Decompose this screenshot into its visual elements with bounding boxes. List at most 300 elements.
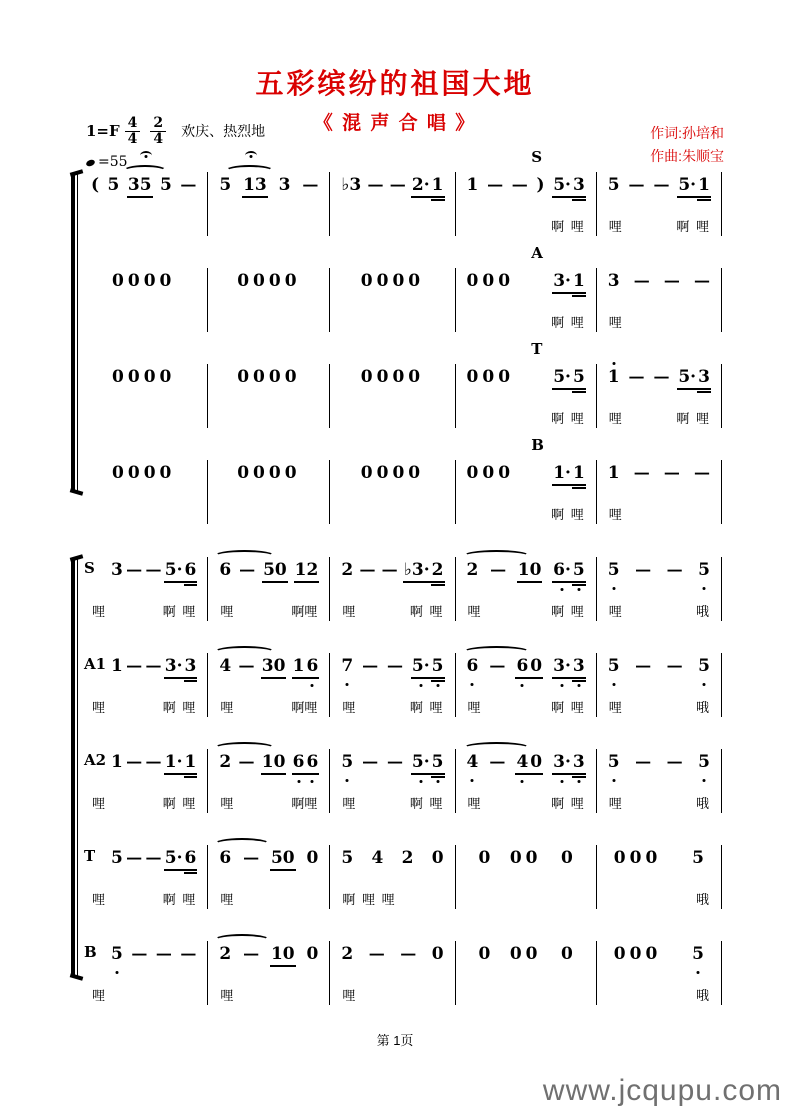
note-group	[633, 272, 651, 290]
lyrics-line	[208, 793, 329, 812]
note-group	[110, 945, 124, 964]
note-group	[340, 753, 354, 772]
measure	[330, 364, 455, 428]
note-group	[666, 753, 684, 771]
measure	[456, 653, 597, 717]
note-group	[466, 464, 516, 483]
note: 5	[572, 561, 586, 583]
note-group	[607, 176, 621, 195]
notes-line	[330, 460, 454, 492]
note: ♭3	[341, 175, 362, 195]
lyrics-line	[330, 889, 454, 908]
lyrics-line	[597, 408, 721, 427]
rest-note: 0	[431, 848, 444, 868]
lyric-syllable: 啊 哩	[676, 411, 709, 426]
note: 1·	[552, 464, 572, 486]
duration-dash: —	[387, 656, 404, 675]
note: 1	[292, 657, 306, 679]
duration-dash: —	[362, 656, 379, 675]
rest-note: 0	[431, 944, 444, 964]
note-group	[236, 464, 301, 483]
notes-line	[597, 557, 721, 589]
note-group	[478, 945, 492, 964]
duration-dash: —	[666, 752, 683, 771]
lyricist-credit: 作词:孙培和	[650, 125, 724, 141]
duration-dash: —	[663, 271, 680, 290]
rest-note: 0	[529, 753, 543, 775]
rest-note: 0000	[360, 367, 425, 387]
lyrics-line	[597, 504, 721, 523]
measure	[330, 653, 455, 717]
octave-dot-below	[561, 780, 564, 783]
lyric-syllable: 啊 哩	[162, 796, 196, 811]
note-group	[607, 753, 621, 772]
note-group	[144, 849, 162, 867]
measure	[330, 268, 455, 332]
duration-dash: —	[489, 656, 506, 675]
double-underline	[431, 584, 445, 586]
note-group	[488, 753, 506, 771]
duration-dash: —	[635, 656, 652, 675]
duration-dash: —	[693, 271, 710, 290]
note: 3·	[552, 753, 572, 775]
duration-dash: —	[635, 560, 652, 579]
duration-dash: —	[628, 175, 645, 194]
note-group	[218, 176, 232, 195]
note: 1	[607, 463, 620, 483]
lyric-syllable: 哩	[608, 796, 622, 811]
note: 2	[341, 944, 354, 964]
note-group	[358, 561, 376, 579]
note-group	[144, 753, 162, 771]
note-group	[292, 753, 320, 775]
lyric-syllable: 哩	[608, 700, 622, 715]
lyrics-line	[80, 697, 207, 716]
octave-dot-below	[346, 683, 349, 686]
voice-mark: S	[531, 148, 543, 166]
lyric-syllable: 啊 哩	[162, 700, 196, 715]
lyrics-line	[597, 312, 721, 331]
lyric-syllable: 哩	[608, 604, 622, 619]
note-group	[270, 849, 296, 871]
measure	[208, 749, 330, 813]
score-subtitle: 《 混 声 合 唱 》	[313, 113, 477, 134]
note: 5·	[677, 368, 697, 390]
octave-dot-below	[612, 779, 615, 782]
note: 3·	[552, 657, 572, 679]
notes-line	[456, 845, 596, 877]
lyrics-line	[330, 793, 454, 812]
fermata-icon	[245, 151, 257, 160]
note-group	[125, 561, 143, 579]
notes-line	[456, 172, 596, 204]
note: 1·	[164, 753, 184, 775]
note-group	[628, 368, 646, 386]
octave-dot-below	[612, 587, 615, 590]
duration-dash: —	[359, 560, 376, 579]
lyric-syllable: 哩	[608, 507, 622, 522]
note-group	[111, 272, 176, 291]
note-group	[634, 561, 652, 579]
duration-dash: —	[653, 175, 670, 194]
octave-dot-below	[703, 683, 706, 686]
duration-dash: —	[145, 848, 162, 867]
lyrics-line	[456, 793, 596, 812]
duration-dash: —	[145, 752, 162, 771]
voice-mark: T	[531, 340, 543, 358]
note: 5	[111, 848, 123, 868]
double-underline	[697, 199, 711, 201]
measure	[330, 557, 455, 621]
notes-line	[330, 749, 454, 781]
double-underline	[184, 872, 198, 874]
note: 30	[261, 657, 287, 679]
note-group	[361, 753, 379, 771]
note-group	[360, 464, 425, 483]
notes-line	[80, 172, 207, 204]
note-group	[155, 945, 173, 963]
note-group	[607, 464, 621, 483]
duration-dash: —	[381, 560, 398, 579]
note: 1	[572, 272, 586, 294]
rest-note: 0	[478, 848, 491, 868]
note-group	[666, 561, 684, 579]
note: 35	[127, 176, 153, 198]
note-group	[693, 464, 711, 482]
note: 1	[111, 752, 123, 772]
note-group	[677, 176, 711, 198]
notes-line	[208, 172, 329, 204]
note-group	[613, 945, 663, 964]
note-group	[125, 753, 143, 771]
note: 1	[572, 464, 586, 486]
octave-dot-below	[561, 588, 564, 591]
notes-line	[456, 268, 596, 300]
rest-note: 0000	[360, 463, 425, 483]
note-group	[261, 657, 287, 679]
notes-line	[208, 364, 329, 396]
lyrics-line	[456, 312, 596, 331]
rest-note: 0000	[237, 271, 301, 291]
note-group	[515, 657, 543, 679]
double-underline	[572, 584, 586, 586]
notes-line	[208, 557, 329, 589]
note-group	[552, 753, 586, 775]
music-system-2	[80, 557, 722, 1037]
note-group	[666, 657, 684, 675]
duration-dash: —	[126, 656, 143, 675]
note: 2	[219, 752, 232, 772]
note: 5	[160, 175, 172, 195]
note-group	[697, 657, 711, 676]
lyric-syllable: 啊 哩	[551, 796, 584, 811]
note-group	[691, 945, 705, 964]
notes-line	[597, 364, 721, 396]
notes-line	[330, 557, 454, 589]
measure	[80, 460, 208, 524]
note-group	[262, 561, 288, 583]
watermark: www.jcqupu.com	[542, 1074, 782, 1107]
note-group	[144, 561, 162, 579]
rest-note: 000	[466, 271, 515, 291]
note-group	[677, 368, 711, 390]
rest-note: 000	[613, 944, 662, 964]
note: 5	[607, 175, 620, 195]
note: 5·	[552, 176, 572, 198]
notes-line	[456, 653, 596, 685]
note-group	[466, 176, 480, 195]
note: 3·	[164, 657, 184, 679]
note: 5	[110, 945, 124, 964]
measure	[597, 845, 722, 909]
octave-dot-below	[561, 684, 564, 687]
note-group	[607, 368, 621, 387]
note-group	[613, 849, 663, 868]
note: 50	[262, 561, 288, 583]
double-underline	[572, 295, 586, 297]
measure	[330, 172, 455, 236]
rest-note: 0000	[112, 271, 176, 291]
note: 3	[572, 176, 586, 198]
notes-line	[208, 653, 329, 685]
notes-line	[80, 845, 207, 877]
note: 5	[692, 848, 704, 868]
note: 5·	[411, 753, 431, 775]
lyric-syllable: 啊 哩	[551, 315, 584, 330]
note: 2	[466, 560, 479, 580]
notes-line	[80, 460, 207, 492]
note-group	[652, 368, 670, 386]
note-group	[389, 176, 407, 194]
lyrics-line	[80, 601, 207, 620]
duration-dash: —	[238, 656, 255, 675]
note-group	[386, 753, 404, 771]
duration-dash: —	[180, 944, 197, 963]
note: 6	[219, 848, 232, 868]
note: 3	[572, 753, 586, 775]
lyric-syllable: 哩	[467, 796, 481, 811]
measure	[80, 268, 208, 332]
duration-dash: —	[490, 560, 507, 579]
lyrics-line	[330, 601, 454, 620]
note-group	[238, 561, 256, 579]
note-group	[691, 849, 705, 868]
measure	[80, 941, 208, 1005]
notes-line	[597, 941, 721, 973]
octave-dot-below	[577, 588, 580, 591]
voice-row-a1	[80, 653, 722, 749]
lyric-syllable: 哦	[695, 988, 709, 1003]
rest-note: 0	[306, 848, 319, 868]
notes-line	[208, 268, 329, 300]
rest-note: 000	[613, 848, 662, 868]
double-underline	[572, 680, 586, 682]
note-group	[634, 753, 652, 771]
note: 2·	[411, 176, 431, 198]
double-underline	[431, 680, 445, 682]
duration-dash: —	[628, 367, 645, 386]
note-group	[697, 561, 711, 580]
lyric-syllable: 哩	[342, 604, 356, 619]
voice-row-a	[80, 244, 722, 364]
note: 6	[292, 753, 306, 775]
voice-label: S	[84, 559, 95, 577]
page-number: 第 1页	[376, 1033, 414, 1048]
octave-dot-below	[436, 684, 439, 687]
voice-row-a2	[80, 749, 722, 845]
duration-dash: —	[487, 175, 504, 194]
lyrics-line	[80, 985, 207, 1004]
note-group	[340, 561, 354, 580]
note-group	[381, 561, 399, 579]
lyric-syllable: 哩	[220, 892, 234, 907]
note-group	[370, 849, 384, 868]
note: 50	[270, 849, 296, 871]
double-underline	[572, 487, 586, 489]
lyric-syllable: 哩	[342, 988, 356, 1003]
lyrics-line	[597, 216, 721, 235]
tempo-value: =55	[98, 154, 128, 171]
measure	[208, 172, 330, 236]
measure	[208, 364, 330, 428]
measure	[456, 340, 597, 428]
page-title: 五彩缤纷的祖国大地	[255, 67, 535, 100]
lyrics-line	[330, 697, 454, 716]
note-group	[607, 272, 621, 291]
note-group	[401, 849, 415, 868]
voice-label: B	[84, 943, 97, 961]
time-signature-1	[125, 116, 141, 146]
note-group	[552, 272, 586, 294]
note: 1	[111, 656, 123, 676]
note-group	[652, 176, 670, 194]
notes-line	[208, 941, 329, 973]
measure	[330, 749, 455, 813]
measure	[597, 172, 722, 236]
note-group	[411, 753, 445, 775]
measure	[208, 557, 330, 621]
notes-line	[456, 460, 596, 492]
note-group	[340, 849, 354, 868]
measure	[330, 460, 455, 524]
note-group	[111, 464, 176, 483]
duration-dash: —	[400, 944, 417, 963]
rest-note: 000	[466, 463, 515, 483]
measure	[80, 172, 208, 236]
note: 5	[607, 753, 621, 772]
lyric-syllable: 哩	[608, 411, 622, 426]
time-signature-2	[150, 116, 166, 146]
lyric-syllable: 啊 哩	[162, 604, 196, 619]
note: 1	[607, 368, 621, 387]
lyric-syllable: 啊 哩	[409, 796, 443, 811]
duration-dash: —	[238, 752, 255, 771]
duration-dash: —	[693, 463, 710, 482]
voice-row-b	[80, 436, 722, 556]
note-group	[110, 657, 124, 676]
octave-dot-below	[577, 780, 580, 783]
note: 4	[466, 753, 480, 772]
note-group	[144, 657, 162, 675]
note-group	[489, 561, 507, 579]
double-underline	[184, 680, 198, 682]
note-group	[488, 657, 506, 675]
double-underline	[431, 199, 445, 201]
lyrics-line	[330, 985, 454, 1004]
lyrics-line	[80, 793, 207, 812]
lyric-syllable: 哦	[695, 700, 709, 715]
duration-dash: —	[243, 848, 260, 867]
notes-line	[456, 364, 596, 396]
lyric-syllable: 啊 哩	[551, 219, 584, 234]
double-underline	[184, 584, 198, 586]
duration-dash: —	[243, 944, 260, 963]
note-group	[403, 561, 445, 583]
rest-note: 0	[306, 944, 319, 964]
note-group	[466, 561, 480, 580]
note: 2	[219, 944, 232, 964]
lyrics-line	[456, 408, 596, 427]
note: 3	[607, 271, 620, 291]
note-group	[237, 753, 255, 771]
duration-dash: —	[633, 463, 650, 482]
note-group	[361, 657, 379, 675]
duration-dash: —	[387, 752, 404, 771]
octave-dot-below	[419, 780, 422, 783]
lyric-syllable: 啊 哩	[676, 219, 709, 234]
lyrics-line	[208, 985, 329, 1004]
note: 6	[306, 657, 320, 679]
rest-note: 0	[560, 848, 573, 868]
note: 1	[431, 176, 445, 198]
double-underline	[431, 776, 445, 778]
note: 1	[466, 175, 479, 195]
note: 13	[242, 176, 268, 198]
double-underline	[572, 776, 586, 778]
rest-note: 0	[560, 944, 573, 964]
note-group	[179, 176, 197, 194]
note-group	[270, 945, 296, 967]
note: 5·	[164, 849, 184, 871]
duration-dash: —	[145, 656, 162, 675]
rest-note: 00	[509, 944, 542, 964]
note: 5·	[552, 368, 572, 390]
note-group	[294, 561, 320, 583]
note-group	[125, 657, 143, 675]
note: 5	[697, 753, 711, 772]
double-underline	[572, 391, 586, 393]
note-group	[560, 849, 574, 868]
notes-line	[208, 845, 329, 877]
measure	[597, 364, 722, 428]
measure	[597, 460, 722, 524]
voice-mark: A	[531, 244, 543, 262]
notes-line	[80, 268, 207, 300]
octave-dot-below	[521, 684, 524, 687]
rest-note: 0	[478, 944, 491, 964]
note: 5	[431, 657, 445, 679]
notes-line	[456, 941, 596, 973]
notes-line	[597, 653, 721, 685]
notes-line	[208, 749, 329, 781]
duration-dash: —	[367, 175, 384, 194]
note: 3	[278, 175, 291, 195]
lyrics-line	[597, 697, 721, 716]
lyric-syllable: 哦	[695, 892, 709, 907]
note: ♭3·	[403, 561, 431, 583]
note: 4	[515, 753, 529, 775]
notes-line	[80, 557, 207, 589]
